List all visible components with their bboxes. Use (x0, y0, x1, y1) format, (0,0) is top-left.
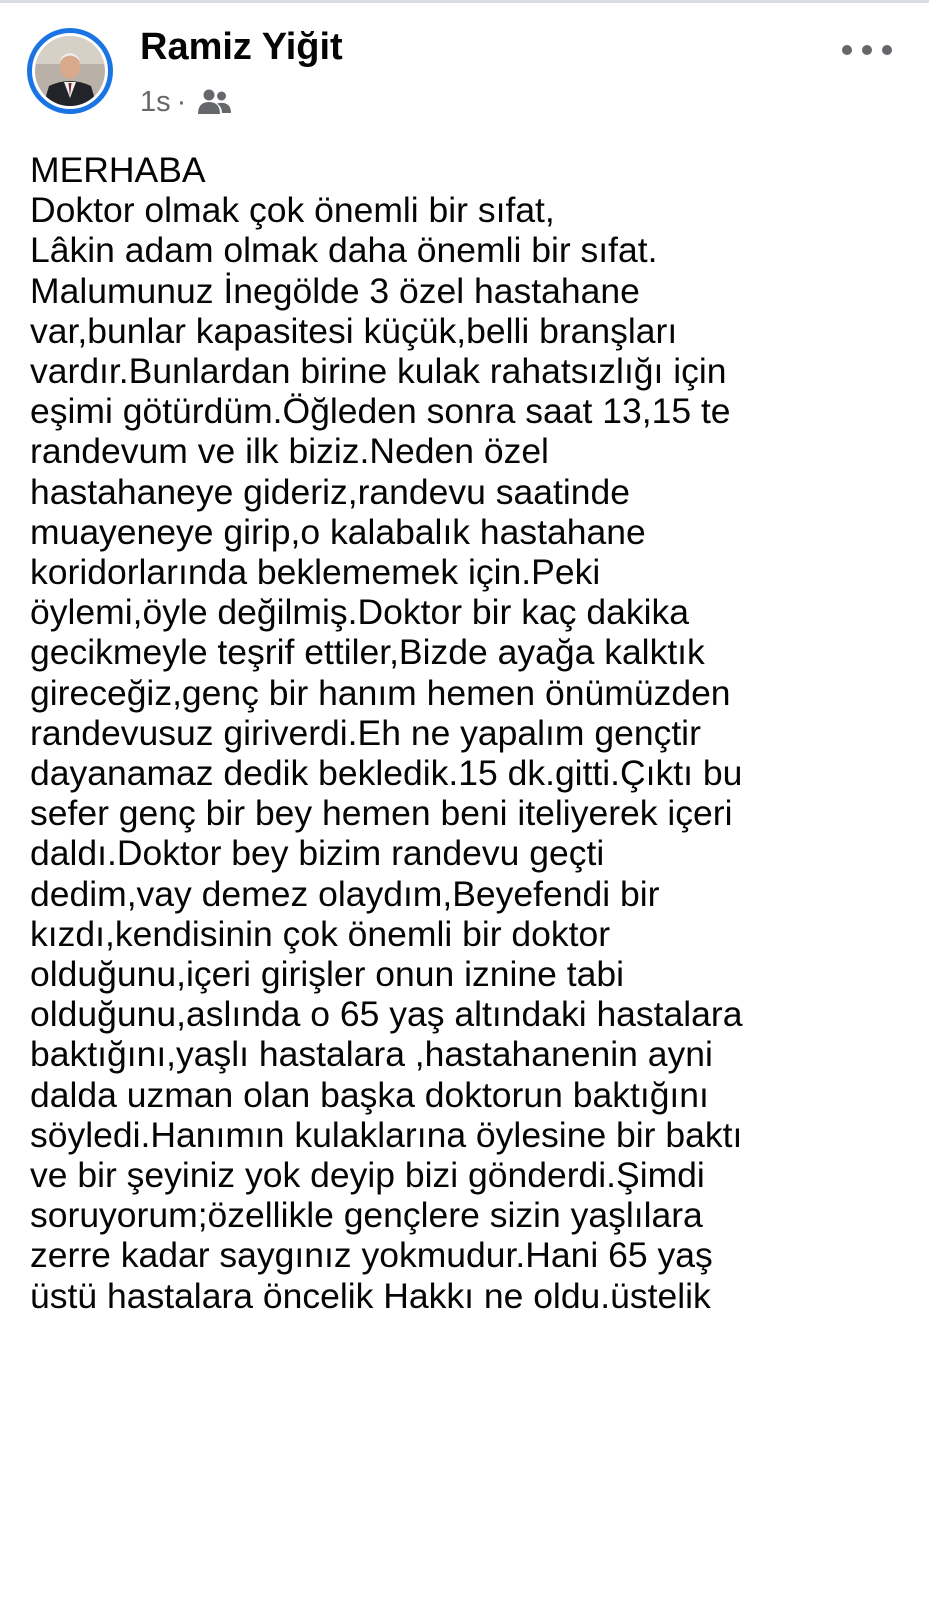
post-text-line: MERHABA (30, 150, 206, 190)
post-text-line: ve bir şeyiniz yok deyip bizi gönderdi.Şimdi (30, 1155, 705, 1196)
post-text-line: söyledi.Hanımın kulaklarına öylesine bir baktı (30, 1114, 743, 1155)
post-text-line: gecikmeyle teşrif ettiler,Bizde ayağa kalktık (30, 632, 705, 673)
avatar-photo (35, 36, 105, 106)
post-text-line: hastahaneye gideriz,randevu saatinde (30, 471, 630, 512)
post-text-line: sefer genç bir bey hemen beni iteliyerek içeri (30, 793, 733, 834)
post-text-line: kızdı,kendisinin çok önemli bir doktor (30, 913, 611, 954)
post-text-line: daldı.Doktor bey bizim randevu geçti (30, 833, 605, 874)
meta-separator: · (176, 85, 187, 118)
friends-icon[interactable] (196, 87, 232, 117)
post-text-line: Doktor olmak çok önemli bir sıfat, (30, 190, 555, 231)
post-meta (140, 84, 232, 120)
post-text-line: olduğunu,aslında o 65 yaş altındaki hastalara (30, 994, 743, 1035)
post-text-line: zerre kadar saygınız yokmudur.Hani 65 yaş (30, 1235, 713, 1276)
post-text-line: dalda uzman olan başka doktorun baktığını (30, 1074, 709, 1115)
post-text-line: soruyorum;özellikle gençlere sizin yaşlılara (30, 1195, 703, 1236)
post-text-line: Malumunuz İnegölde 3 özel hastahane (30, 270, 640, 311)
post-text-line: koridorlarında beklememek için.Peki (30, 552, 601, 593)
post-text-line: var,bunlar kapasitesi küçük,belli branşları (30, 310, 678, 351)
post-text-line: Lâkin adam olmak daha önemli bir sıfat. (30, 230, 658, 271)
post-timestamp[interactable]: 1s (140, 85, 171, 118)
post-text-line: üstü hastalara öncelik Hakkı ne oldu.üstelik (30, 1275, 711, 1316)
post-text-line: öylemi,öyle değilmiş.Doktor bir kaç dakika (30, 592, 689, 633)
more-options-icon[interactable] (842, 36, 892, 64)
avatar[interactable] (27, 28, 113, 114)
post-text-line: randevusuz giriverdi.Eh ne yapalım gençtir (30, 712, 701, 753)
post-text-line: eşimi götürdüm.Öğleden sonra saat 13,15 te (30, 391, 731, 432)
post-text-line: vardır.Bunlardan birine kulak rahatsızlığı için (30, 351, 727, 392)
post-text-line: olduğunu,içeri girişler onun iznine tabi (30, 954, 625, 995)
post-text-line: dedim,vay demez olaydım,Beyefendi bir (30, 873, 660, 914)
post-text-line: baktığını,yaşlı hastalara ,hastahanenin ayni (30, 1034, 713, 1075)
post-header (0, 0, 929, 140)
post-text-line: dayanamaz dedik bekledik.15 dk.gitti.Çıktı bu (30, 753, 743, 794)
post-text-line: muayeneye girip,o kalabalık hastahane (30, 511, 646, 552)
post-text-line: randevum ve ilk biziz.Neden özel (30, 431, 549, 472)
post-text-line: gireceğiz,genç bir hanım hemen önümüzden (30, 672, 731, 713)
post-text (30, 150, 910, 1316)
author-name[interactable]: Ramiz Yiğit (140, 26, 343, 68)
